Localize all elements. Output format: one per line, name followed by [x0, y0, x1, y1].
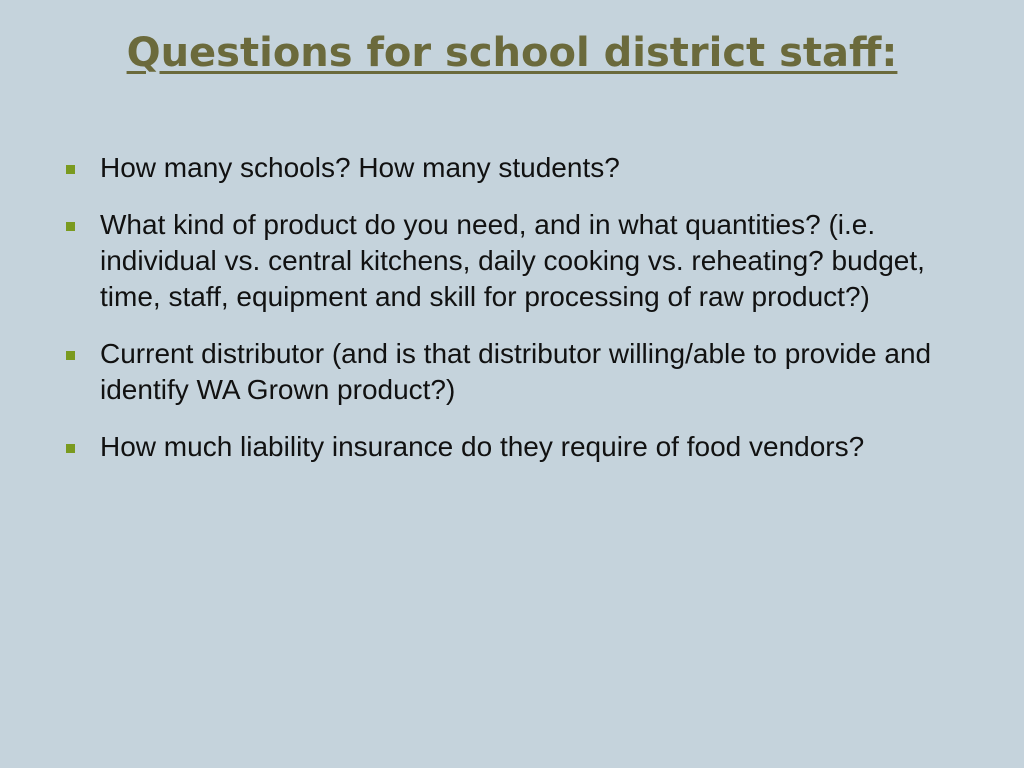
square-bullet-icon	[66, 222, 75, 231]
bullet-item	[62, 207, 962, 315]
slide-title: Questions for school district staff:	[126, 30, 898, 76]
bullet-text: Current distributor (and is that distributor willing/able to provide and identify WA Grown product?)	[100, 338, 932, 405]
bullet-item	[62, 429, 962, 465]
square-bullet-icon	[66, 165, 75, 174]
bullet-text: How much liability insurance do they require of food vendors?	[100, 431, 865, 462]
bullet-item	[62, 150, 962, 186]
square-bullet-icon	[66, 444, 75, 453]
bullet-list	[62, 150, 962, 486]
bullet-text: How many schools? How many students?	[100, 152, 620, 183]
bullet-item	[62, 336, 962, 408]
square-bullet-icon	[66, 351, 75, 360]
bullet-text: What kind of product do you need, and in what quantities? (i.e. individual vs. central kitchens, daily cooking vs. reheating? budget, time, staff, equipment and skill for processing of raw product?)	[100, 209, 925, 312]
